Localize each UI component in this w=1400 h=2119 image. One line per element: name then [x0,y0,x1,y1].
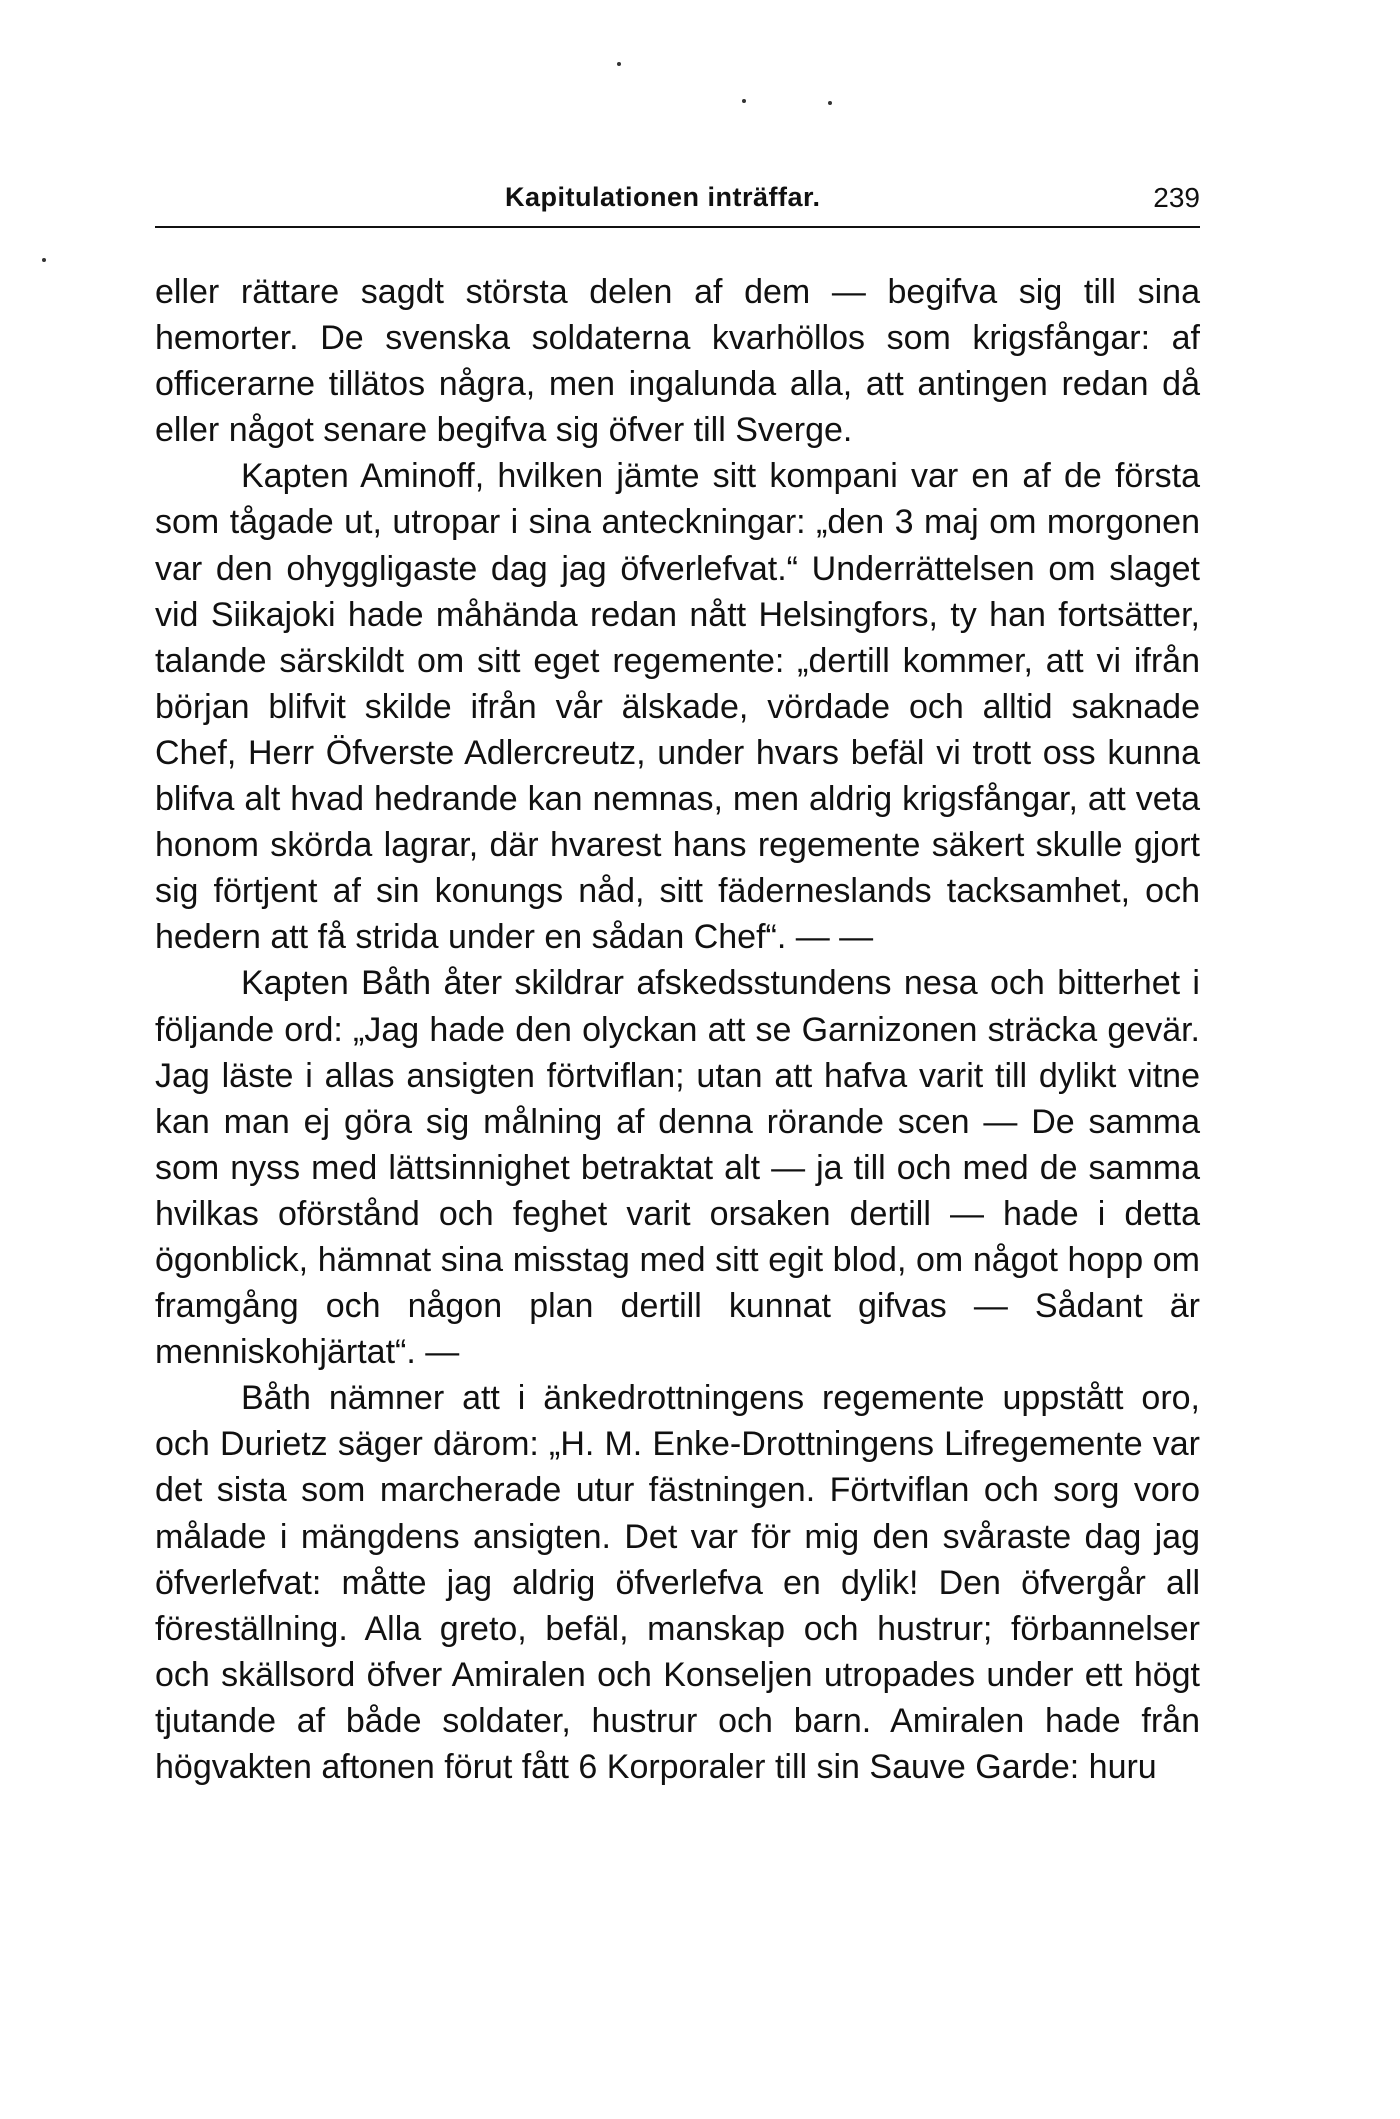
stray-speck [742,99,746,103]
paragraph: eller rättare sagdt största delen af dem — begifva sig till sina hemorter. De svenska soldaterna kvarhöllos som krigsfångar: af officerarne tillätos några, men ingalunda alla, att antingen redan då eller något senare begifva sig öfver till Sverge. [155,273,1200,450]
stray-speck [828,101,832,105]
paragraph: Kapten Båth åter skildrar afskedsstundens nesa och bitterhet i följande ord: „Jag hade den olyckan att se Garnizonen sträcka gevär. Jag läste i allas ansigten förtviflan; utan att hafva varit till dylikt vitne kan man ej göra sig målning af denna rörande scen — De samma som nyss med lättsinnighet betraktat alt — ja till och med de samma hvilkas oförstånd och feghet varit orsaken dertill — hade i detta ögonblick, hämnat sina misstag med sitt egit blod, om något hopp om framgång och någon plan dertill kunnat gifvas — Sådant är menniskohjärtat“. — [155,964,1200,1372]
running-head: Kapitulationen inträffar. [505,182,821,212]
paragraph: Kapten Aminoff, hvilken jämte sitt kompani var en af de första som tågade ut, utropar i sina anteckningar: „den 3 maj om morgonen var den ohyggligaste dag jag öfverlefvat.“ Underrättelsen om slaget vid Siikajoki hade måhända redan nått Helsingfors, ty han fortsätter, talande särskildt om sitt eget regemente: „dertill kommer, att vi ifrån början blifvit skilde ifrån vår älskade, vördade och alltid saknade Chef, Herr Öfverste Adlercreutz, under hvars befäl vi trott oss kunna blifva alt hvad hedrande kan nemnas, men aldrig krigsfångar, att veta honom skörda lagrar, där hvarest hans regemente säkert skulle gjort sig förtjent af sin konungs nåd, sitt fäderneslands tacksamhet, och hedern att få strida under en sådan Chef“. — — [155,457,1200,957]
paragraph: Båth nämner att i änkedrottningens regemente uppstått oro, och Durietz säger därom: „H. M. Enke-Drottningens Lifregemente var det sista som marcherade utur fästningen. Förtviflan och sorg voro målade i mängdens ansigten. Det var för mig den svåraste dag jag öfverlefvat: måtte jag aldrig öfverlefva en dylik! Den öfvergår all föreställning. Alla greto, befäl, manskap och hustrur; förbannelser och skällsord öfver Amiralen och Konseljen utropades under ett högt tjutande af både soldater, hustrur och barn. Amiralen hade från högvakten aftonen förut fått 6 Korporaler till sin Sauve Garde: huru [155,1379,1200,1786]
header-rule [155,226,1200,228]
stray-speck [42,258,46,262]
body-text [155,269,1200,1790]
stray-speck [617,62,621,66]
page-number: 239 [1153,182,1200,213]
page-header [155,182,1200,222]
